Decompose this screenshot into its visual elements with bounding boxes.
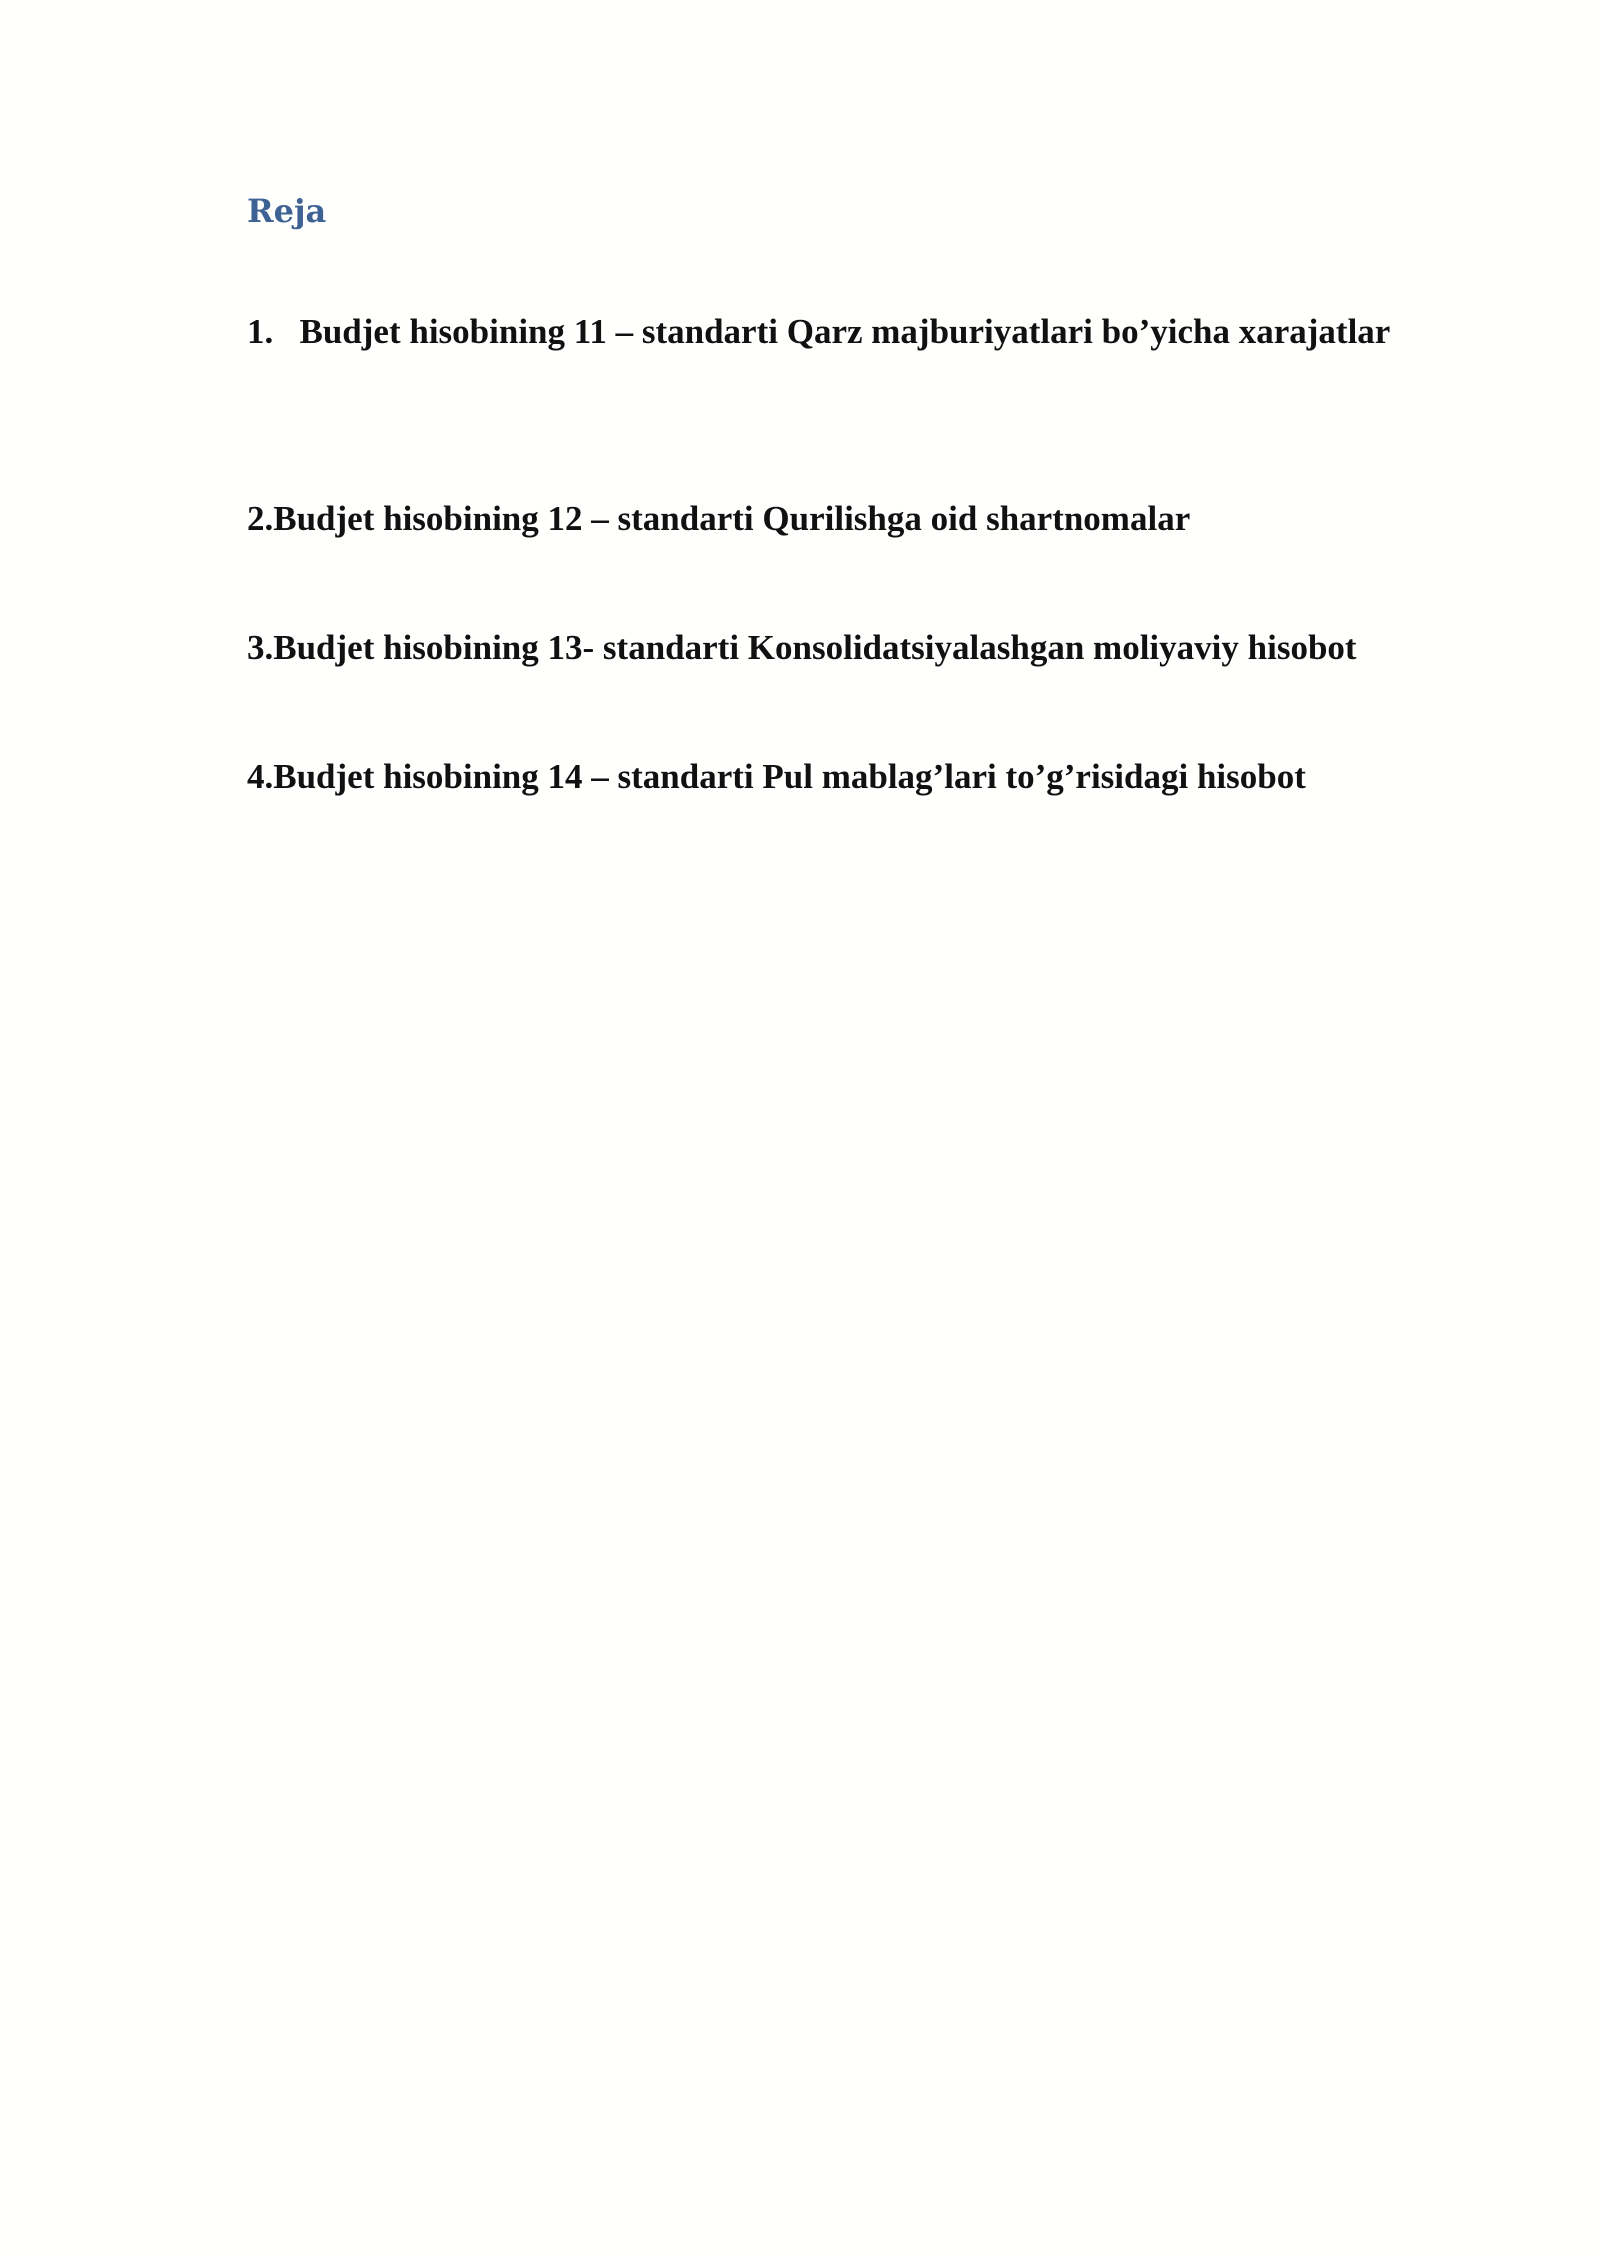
plan-item-2: 2.Budjet hisobining 12 – standarti Qurilishga oid shartnomalar — [247, 499, 1191, 538]
plan-heading: Reja — [247, 192, 327, 230]
plan-item-1: 1. Budjet hisobining 11 – standarti Qarz majburiyatlari bo’yicha xarajatlar — [247, 312, 1391, 351]
plan-item-4: 4.Budjet hisobining 14 – standarti Pul mablag’lari to’g’risidagi hisobot — [247, 757, 1306, 796]
plan-item-3: 3.Budjet hisobining 13- standarti Konsolidatsiyalashgan moliyaviy hisobot — [247, 628, 1357, 667]
